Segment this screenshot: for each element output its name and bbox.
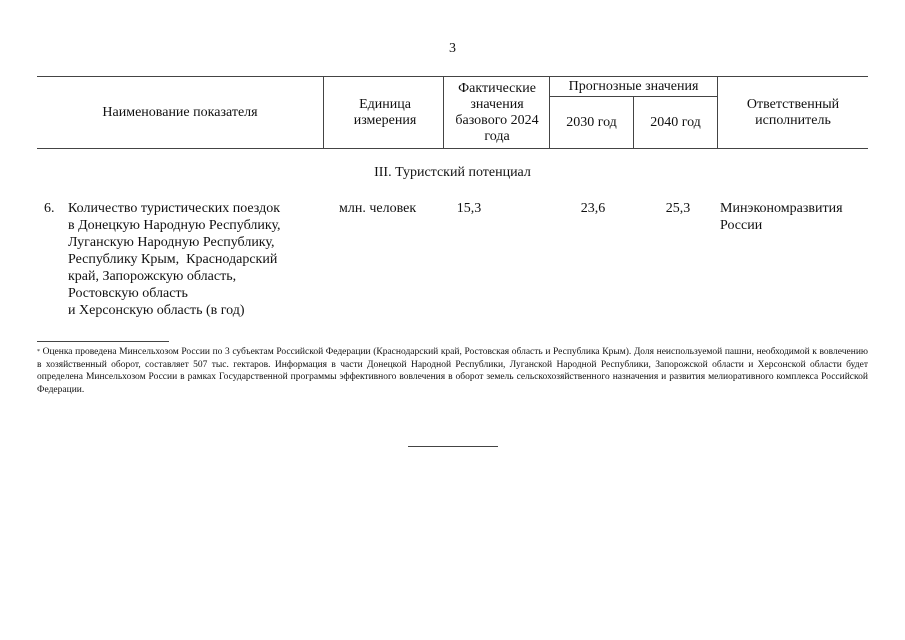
responsible-line: Минэкономразвития bbox=[720, 201, 843, 216]
row-indicator-name bbox=[68, 200, 308, 319]
header-divider bbox=[443, 77, 444, 148]
table-header bbox=[37, 76, 868, 149]
page-number: 3 bbox=[449, 41, 456, 56]
header-unit: Единица измерения bbox=[353, 96, 417, 128]
row-value-2040: 25,3 bbox=[665, 201, 691, 216]
end-rule bbox=[408, 446, 498, 447]
footnote bbox=[37, 346, 868, 396]
header-year-2030: 2030 год bbox=[566, 114, 617, 130]
header-year-2040: 2040 год bbox=[650, 114, 701, 130]
name-line: Ростовскую область bbox=[68, 286, 188, 301]
header-actual-base: Фактические значения базового 2024 года bbox=[455, 80, 539, 144]
name-line: Луганскую Народную Республику, bbox=[68, 235, 275, 250]
footnote-rule bbox=[37, 341, 169, 342]
footnote-marker: * bbox=[37, 349, 40, 355]
name-line: край, Запорожскую область, bbox=[68, 269, 237, 284]
header-divider bbox=[717, 77, 718, 148]
footnote-text: Оценка проведена Минсельхозом России по 3 субъектам Российской Федерации (Краснодарский край, Ростовская область и Республика Крым). Доля неиспользуемой пашни, необходимой к вовлечению в хозяйственный оборот, составляет 507 тыс. гектаров. Информация в части Донецкой Народной Республики, Луганской Народной Республики, Запорожской области и Херсонской области будет определена Минсельхозом России в рамках Государственной программы эффективного вовлечения в оборот земель сельскохозяйственного назначения и развития мелиоративного комплекса Российской Федерации. bbox=[37, 347, 869, 395]
header-indicator-name: Наименование показателя bbox=[102, 104, 258, 120]
row-base-2024: 15,3 bbox=[456, 201, 482, 216]
row-unit: млн. человек bbox=[339, 201, 417, 216]
row-number: 6. bbox=[44, 201, 55, 216]
row-responsible bbox=[720, 200, 868, 234]
section-title: III. Туристский потенциал bbox=[374, 165, 531, 180]
responsible-line: России bbox=[720, 218, 763, 233]
header-forecast: Прогнозные значения bbox=[568, 78, 699, 94]
header-divider bbox=[323, 77, 324, 148]
name-line: и Херсонскую область (в год) bbox=[68, 303, 245, 318]
name-line: Количество туристических поездок bbox=[68, 201, 280, 216]
name-line: в Донецкую Народную Республику, bbox=[68, 218, 281, 233]
row-value-2030: 23,6 bbox=[580, 201, 606, 216]
header-responsible: Ответственный исполнитель bbox=[746, 96, 840, 128]
name-line: Республику Крым, Краснодарский bbox=[68, 252, 278, 267]
